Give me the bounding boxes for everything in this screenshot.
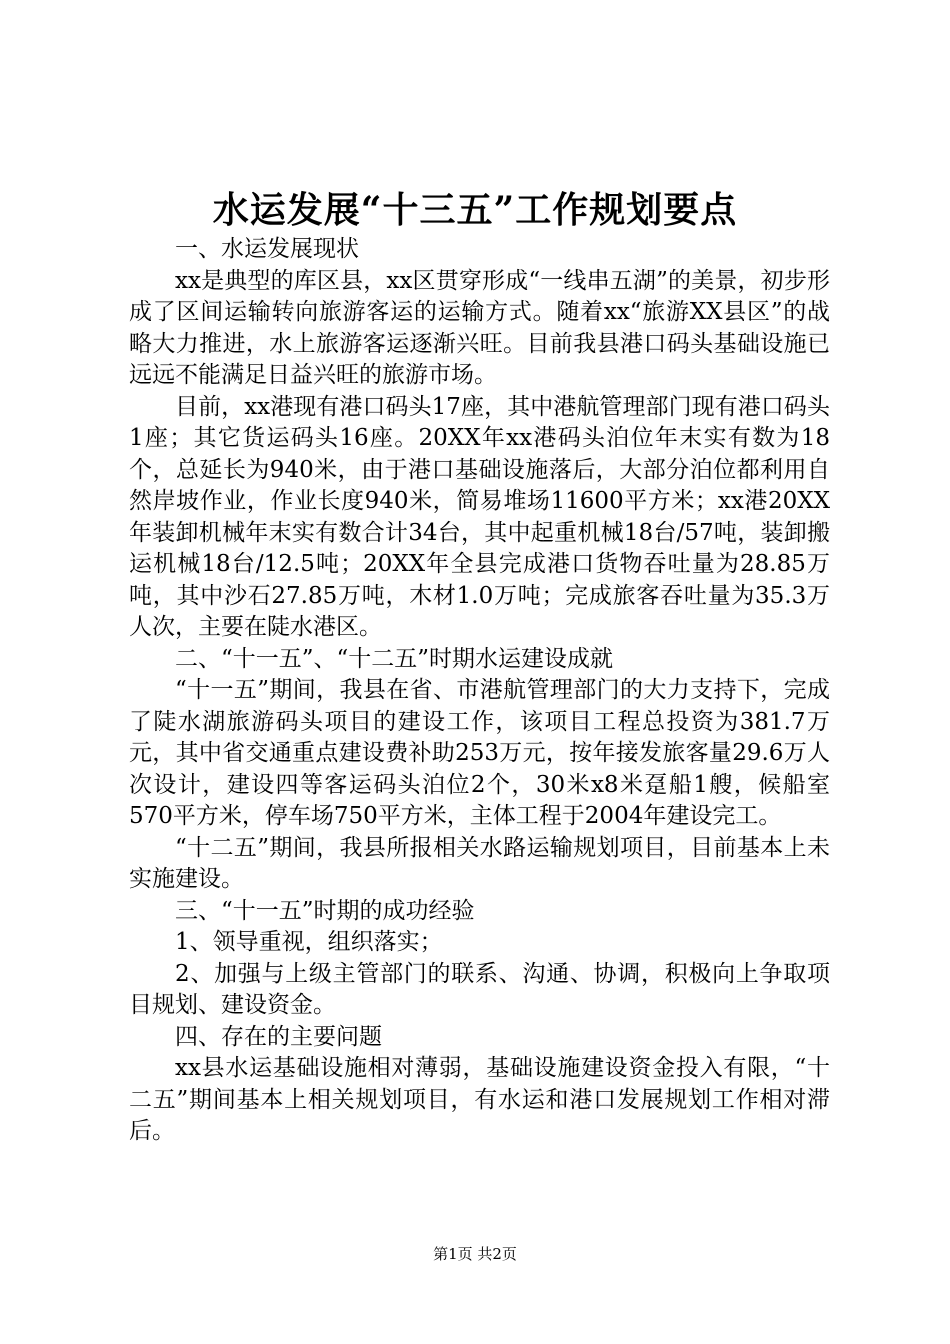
- body-paragraph: 目前，xx港现有港口码头17座，其中港航管理部门现有港口码头1座；其它货运码头16座。20XX年xx港码头泊位年末实有数为18个，总延长为940米，由于港口基础设施落后，大部分泊位都利用自然岸坡作业，作业长度940米，简易堆场11600平方米；xx港20XX年装卸机械年末实有数合计34台，其中起重机械18台/57吨，装卸搬运机械18台/12.5吨；20XX年全县完成港口货物吞吐量为28.85万吨，其中沙石27.85万吨，木材1.0万吨；完成旅客吞吐量为35.3万人次，主要在陡水港区。: [129, 393, 830, 640]
- list-item: 2、加强与上级主管部门的联系、沟通、协调，积极向上争取项目规划、建设资金。: [129, 960, 830, 1018]
- section-heading: 四、存在的主要问题: [175, 1023, 382, 1050]
- section-heading: 三、“十一五”时期的成功经验: [175, 897, 475, 924]
- document-body: [129, 234, 830, 1148]
- body-paragraph: “十二五”期间，我县所报相关水路运输规划项目，目前基本上未实施建设。: [129, 834, 830, 892]
- body-paragraph: xx县水运基础设施相对薄弱，基础设施建设资金投入有限，“十二五”期间基本上相关规划项目，有水运和港口发展规划工作相对滞后。: [129, 1055, 830, 1144]
- body-paragraph: xx是典型的库区县，xx区贯穿形成“一线串五湖”的美景，初步形成了区间运输转向旅游客运的运输方式。随着xx“旅游XX县区”的战略大力推进，水上旅游客运逐渐兴旺。目前我县港口码头基础设施已远远不能满足日益兴旺的旅游市场。: [129, 267, 830, 388]
- page-number: 第1页 共2页: [433, 1245, 517, 1263]
- section-heading: 二、“十一五”、“十二五”时期水运建设成就: [175, 645, 614, 672]
- list-item: 1、领导重视，组织落实；: [175, 929, 443, 955]
- section-heading: 一、水运发展现状: [175, 236, 359, 262]
- document-title: 水运发展“十三五”工作规划要点: [212, 189, 738, 231]
- body-paragraph: “十一五”期间，我县在省、市港航管理部门的大力支持下，完成了陡水湖旅游码头项目的建设工作，该项目工程总投资为381.7万元，其中省交通重点建设费补助253万元，按年接发旅客量29.6万人次设计，建设四等客运码头泊位2个，30米x8米趸船1艘，候船室570平方米，停车场750平方米，主体工程于2004年建设完工。: [129, 677, 830, 829]
